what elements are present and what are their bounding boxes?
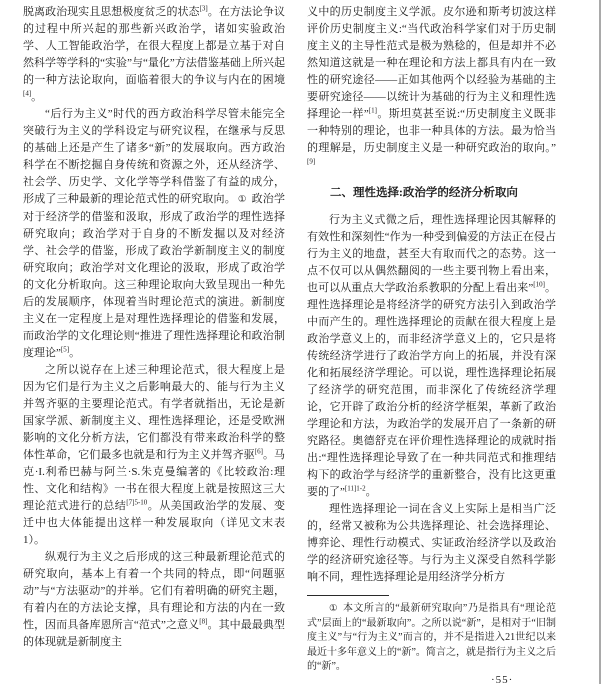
citation-ref: [8]: [199, 617, 208, 626]
body-paragraph: 义中的历史制度主义学派。皮尔逊和斯考切波这样评价历史制度主义:“当代政治科学家们对于历史制度主义的主导性范式是极为熟稔的，但是却并不必然知道这就是一种在理论和方法上都具有内在一致性的研究途径——正如其他两个以经验为基础的主要研究途径——以统计为基础的行为主义和理性选择理论一样”[1]。斯坦莫甚至说:“历史制度主义既非一种特别的理论，也非一种具体的方法。最为恰当的理解是，历史制度主义是一种研究政治的取向。”[9]: [307, 6, 557, 166]
citation-ref: [7]5-10: [126, 498, 148, 507]
section-heading: 二、理性选择:政治学的经济分析取向: [330, 187, 518, 199]
citation-ref: [4]: [23, 89, 32, 98]
body-paragraph: “后行为主义”时代的西方政治科学尽管未能完全突破行为主义的学科设定与研究议程，在继承与反思的基础上还是产生了诸多“新”的发展取向。西方政治科学在不断挖掘自身传统和资源之外，还从经济学、社会学、历史学、文化学等学科借鉴了有益的成分，形成了三种最新的理论范式性的研究取向。 ① 政治学对于经济学的借鉴和汲取，形成了政治学的理性选择研究取向；政治学对于自身的不断发掘以及对经济学、社会学的借鉴，形成了政治学新制度主义的制度研究取向；政治学对文化理论的汲取，形成了政治学的文化分析取向。这三种理论取向大致呈现出一种先后的发展顺序，体现着当时理论范式的演进。新制度主义在一定程度上是对理性选择理论的借鉴和发展，而政治学的文化理论则“推进了理性选择理论和政治制度理论”[5]。: [23, 108, 286, 359]
footnote-separator: [307, 595, 389, 596]
citation-ref: [9]: [307, 157, 316, 166]
footnote-text: ① 本文所言的“最新研究取向”乃是指具有“理论范式”层面上的“最新取向”。之所以说“新”，是相对于“旧制度主义”与“行为主义”而言的，并不是指进入21世纪以来最近十多年意义上的“新”。简言之，就是指行为主义之后的“新”。: [307, 603, 556, 673]
left-column: [23, 4, 285, 651]
citation-ref: [3]: [199, 4, 208, 13]
body-paragraph: 行为主义式微之后，理性选择理论因其解释的有效性和深刻性“作为一种受到偏爱的方法正在侵占行为主义的地盘，甚至大有取而代之的态势。这一点不仅可以从偶然翻阅的一些主要刊物上看出来，也可以从重点大学政治系教职的分配上看出来”[10]。理性选择理论是将经济学的研究方法引入到政治学中而产生的。理性选择理论的贡献在很大程度上是政治学意义上的，而非经济学意义上的，它只是将传统经济学进行了政治学方向上的拓展，并没有深化和拓展经济学理论。可以说，理性选择理论拓展了经济学的研究范围，而非深化了传统经济学理论，它开辟了政治分析的经济学框架，革新了政治学理论和方法，为政治学的发展开启了一条新的研究路径。奥德舒克在评价理性选择理论的成就时指出:“理性选择理论导致了在一种共同范式和推理结构下的政治学与经济学的重新整合，没有比这更重要的了”$^{[11]1-2}$。: [307, 214, 556, 498]
body-paragraph: 纵观行为主义之后形成的这三种最新理论范式的研究取向，基本上有着一个共同的特点，即“问题驱动”与“方法驱动”的并举。它们有着明确的研究主题，有着内在的方法论支撑，具有理论和方法的内在一致性，因而具备库恩所言“范式”之意义[8]。其中最最典型的体现就是新制度主: [23, 551, 286, 648]
body-paragraph: 之所以说存在上述三种理论范式，很大程度上是因为它们是行为主义之后影响最大的、能与行为主义并驾齐驱的主要理论范式。有学者就指出，无论是新国家学派、新制度主义、理性选择理论，还是受欧洲影响的文化分析方法，它们都没有带来政治科学的整体性革命，它们最多也就是和行为主义并驾齐驱[6]。马克·I.利希巴赫与阿兰·S.朱克曼编著的《比较政治:理性、文化和结构》一书在很大程度上就是按照这三大理论范式进行的总结$^{[7]5-10}$。从美国政治学的发展、变迁中也大体能提出这样一种发展取向（详见文末表1）。: [23, 364, 286, 546]
citation-ref: [5]: [60, 345, 70, 354]
citation-ref: [6]: [254, 447, 263, 456]
page-number: ·55·: [491, 674, 514, 684]
body-paragraph: 脱离政治现实且思想极度贫乏的状态[3]。在方法论争议的过程中所兴起的那些新兴政治学，诸如实验政治学、人工智能政治学，在很大程度上都是立基于对自然科学等学科的“实验”与“量化”方法借鉴基础上所兴起的一种方法论取向，面临着很大的争议与内在的困境[4]。: [23, 4, 286, 103]
right-column: [307, 4, 556, 675]
citation-ref: [1]: [368, 106, 377, 115]
body-paragraph: 理性选择理论一词在含义上实际上是相当广泛的，经常又被称为公共选择理论、社会选择理论、博弈论、理性行动模式、实证政治经济学以及政治学的经济研究途径等。与行为主义深受自然科学影响不同，理性选择理论是用经济学分析方: [307, 503, 556, 583]
page-edge-line: [599, 0, 601, 684]
footnote-marker: ①: [237, 195, 247, 205]
citation-ref: [10]: [533, 280, 545, 289]
citation-ref: [11]1-2: [344, 484, 366, 493]
footnote-marker: ①: [329, 604, 338, 614]
